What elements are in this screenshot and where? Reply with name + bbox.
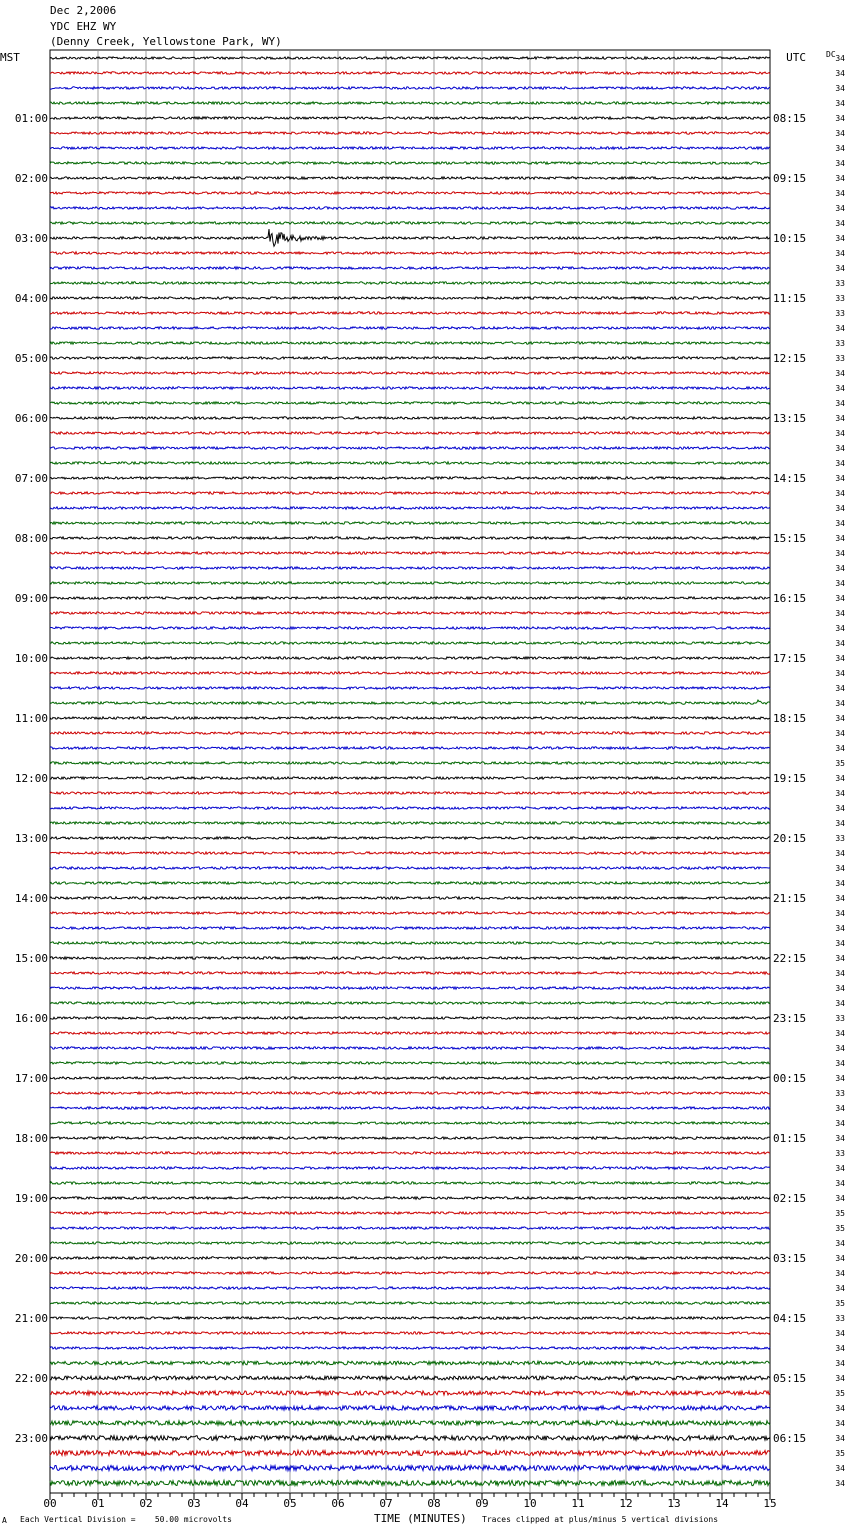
dc-offset-label: 34 bbox=[835, 1059, 845, 1068]
dc-offset-label: 34 bbox=[835, 99, 845, 108]
trace-line bbox=[50, 1107, 770, 1109]
dc-offset-label: 34 bbox=[835, 129, 845, 138]
trace-line bbox=[50, 1361, 770, 1365]
trace-line bbox=[50, 867, 770, 869]
trace-line bbox=[50, 177, 770, 179]
trace-line bbox=[50, 432, 770, 434]
trace-line bbox=[50, 1421, 770, 1426]
dc-offset-label: 35 bbox=[835, 1224, 845, 1233]
trace-line bbox=[50, 372, 770, 374]
dc-offset-label: 34 bbox=[835, 1074, 845, 1083]
trace-line bbox=[50, 642, 770, 644]
trace-line bbox=[50, 1137, 770, 1139]
right-hour-label: 18:15 bbox=[773, 712, 807, 725]
right-hour-label: 19:15 bbox=[773, 772, 807, 785]
dc-offset-label: 34 bbox=[835, 1254, 845, 1263]
corner-mark: A bbox=[2, 1516, 7, 1525]
dc-offset-label: 34 bbox=[835, 1179, 845, 1188]
trace-line bbox=[50, 687, 770, 689]
plot-date: Dec 2,2006 bbox=[50, 4, 117, 17]
dc-offset-label: 34 bbox=[835, 324, 845, 333]
dc-offset-label: 34 bbox=[835, 114, 845, 123]
trace-line bbox=[50, 297, 770, 299]
dc-offset-label: 34 bbox=[835, 1404, 845, 1413]
dc-offset-label: 33 bbox=[835, 309, 845, 318]
trace-line bbox=[50, 1017, 770, 1019]
dc-offset-label: 34 bbox=[835, 414, 845, 423]
dc-offset-label: 34 bbox=[835, 864, 845, 873]
trace-line bbox=[50, 1317, 770, 1319]
left-hour-label: 07:00 bbox=[14, 472, 48, 485]
dc-offset-label: 34 bbox=[835, 1344, 845, 1353]
right-hour-label: 01:15 bbox=[773, 1132, 807, 1145]
dc-offset-label: 34 bbox=[835, 444, 845, 453]
trace-line bbox=[50, 1227, 770, 1229]
right-hour-label: 11:15 bbox=[773, 292, 807, 305]
trace-line bbox=[50, 387, 770, 389]
trace-line bbox=[50, 282, 770, 284]
dc-offset-label: 34 bbox=[835, 609, 845, 618]
trace-line bbox=[50, 417, 770, 419]
x-tick-label: 00 bbox=[43, 1497, 57, 1510]
trace-line bbox=[50, 1062, 770, 1064]
dc-offset-label: 34 bbox=[835, 144, 845, 153]
trace-line bbox=[50, 717, 770, 719]
trace-line bbox=[50, 1212, 770, 1214]
trace-line bbox=[50, 192, 770, 194]
dc-offset-label: 33 bbox=[835, 279, 845, 288]
left-hour-label: 21:00 bbox=[14, 1312, 48, 1325]
dc-offset-label: 34 bbox=[835, 459, 845, 468]
right-hour-label: 16:15 bbox=[773, 592, 807, 605]
trace-line bbox=[50, 162, 770, 164]
right-hour-label: 06:15 bbox=[773, 1432, 807, 1445]
dc-column-label: DC bbox=[826, 50, 836, 59]
left-hour-label: 13:00 bbox=[14, 832, 48, 845]
dc-offset-label: 34 bbox=[835, 174, 845, 183]
trace-line bbox=[50, 1287, 770, 1289]
dc-offset-label: 34 bbox=[835, 189, 845, 198]
trace-line bbox=[50, 102, 770, 104]
dc-offset-label: 34 bbox=[835, 219, 845, 228]
left-hour-label: 01:00 bbox=[14, 112, 48, 125]
dc-offset-label: 34 bbox=[835, 1359, 845, 1368]
trace-line bbox=[50, 1376, 770, 1380]
trace-line bbox=[50, 357, 770, 359]
dc-offset-label: 34 bbox=[835, 1329, 845, 1338]
dc-offset-label: 34 bbox=[835, 429, 845, 438]
trace-line bbox=[50, 477, 770, 479]
trace-line bbox=[50, 1197, 770, 1199]
right-hour-label: 12:15 bbox=[773, 352, 807, 365]
dc-offset-label: 34 bbox=[835, 579, 845, 588]
station-code: YDC EHZ WY bbox=[50, 20, 117, 33]
trace-line bbox=[50, 252, 770, 254]
dc-offset-label: 34 bbox=[835, 564, 845, 573]
trace-line bbox=[50, 1152, 770, 1154]
dc-offset-label: 35 bbox=[835, 1449, 845, 1458]
right-hour-label: 00:15 bbox=[773, 1072, 807, 1085]
dc-offset-label: 34 bbox=[835, 669, 845, 678]
trace-line bbox=[50, 597, 770, 599]
trace-line bbox=[50, 507, 770, 509]
dc-offset-label: 34 bbox=[835, 999, 845, 1008]
dc-offset-label: 35 bbox=[835, 1389, 845, 1398]
trace-line bbox=[50, 1182, 770, 1184]
dc-offset-label: 34 bbox=[835, 84, 845, 93]
dc-offset-label: 34 bbox=[835, 699, 845, 708]
trace-line bbox=[50, 402, 770, 404]
dc-offset-label: 34 bbox=[835, 894, 845, 903]
trace-line bbox=[50, 1077, 770, 1079]
dc-offset-label: 34 bbox=[835, 969, 845, 978]
trace-line bbox=[50, 672, 770, 674]
dc-offset-label: 34 bbox=[835, 1479, 845, 1488]
left-hour-label: 17:00 bbox=[14, 1072, 48, 1085]
dc-offset-label: 33 bbox=[835, 339, 845, 348]
right-hour-label: 04:15 bbox=[773, 1312, 807, 1325]
trace-line bbox=[50, 807, 770, 809]
x-tick-label: 07 bbox=[379, 1497, 393, 1510]
trace-line bbox=[50, 897, 770, 899]
dc-offset-label: 34 bbox=[835, 714, 845, 723]
dc-offset-label: 34 bbox=[835, 774, 845, 783]
trace-line bbox=[50, 1451, 770, 1456]
dc-offset-label: 34 bbox=[835, 159, 845, 168]
x-tick-label: 08 bbox=[427, 1497, 441, 1510]
trace-line bbox=[50, 972, 770, 974]
right-hour-label: 10:15 bbox=[773, 232, 807, 245]
dc-offset-label: 34 bbox=[835, 1374, 845, 1383]
trace-line bbox=[50, 1167, 770, 1169]
trace-line bbox=[50, 942, 770, 944]
left-hour-label: 03:00 bbox=[14, 232, 48, 245]
trace-line bbox=[50, 612, 770, 614]
trace-line bbox=[50, 1480, 770, 1485]
right-hour-label: 23:15 bbox=[773, 1012, 807, 1025]
trace-line bbox=[50, 822, 770, 824]
x-tick-label: 06 bbox=[331, 1497, 345, 1510]
dc-offset-label: 34 bbox=[835, 939, 845, 948]
trace-line bbox=[50, 57, 770, 59]
dc-offset-label: 34 bbox=[835, 54, 845, 63]
x-tick-label: 15 bbox=[763, 1497, 777, 1510]
trace-line bbox=[50, 87, 770, 89]
trace-line bbox=[50, 927, 770, 929]
dc-offset-label: 34 bbox=[835, 1119, 845, 1128]
trace-line bbox=[50, 222, 770, 224]
dc-offset-label: 34 bbox=[835, 234, 845, 243]
right-hour-label: 22:15 bbox=[773, 952, 807, 965]
dc-offset-label: 34 bbox=[835, 789, 845, 798]
dc-offset-label: 35 bbox=[835, 759, 845, 768]
dc-offset-label: 34 bbox=[835, 804, 845, 813]
dc-offset-label: 34 bbox=[835, 744, 845, 753]
dc-offset-label: 34 bbox=[835, 654, 845, 663]
left-hour-label: 22:00 bbox=[14, 1372, 48, 1385]
station-location: (Denny Creek, Yellowstone Park, WY) bbox=[50, 35, 282, 48]
trace-line bbox=[50, 522, 770, 524]
dc-offset-label: 34 bbox=[835, 369, 845, 378]
trace-line bbox=[50, 1391, 770, 1395]
left-hour-label: 08:00 bbox=[14, 532, 48, 545]
dc-offset-label: 34 bbox=[835, 594, 845, 603]
trace-line bbox=[50, 792, 770, 794]
dc-offset-label: 34 bbox=[835, 1194, 845, 1203]
dc-offset-label: 34 bbox=[835, 1044, 845, 1053]
trace-line bbox=[50, 567, 770, 569]
left-hour-label: 18:00 bbox=[14, 1132, 48, 1145]
dc-offset-label: 33 bbox=[835, 834, 845, 843]
trace-line bbox=[50, 582, 770, 584]
right-hour-label: 21:15 bbox=[773, 892, 807, 905]
left-hour-label: 02:00 bbox=[14, 172, 48, 185]
dc-offset-label: 34 bbox=[835, 264, 845, 273]
dc-offset-label: 35 bbox=[835, 1299, 845, 1308]
trace-line bbox=[50, 492, 770, 494]
dc-offset-label: 33 bbox=[835, 1149, 845, 1158]
trace-line bbox=[50, 747, 770, 749]
trace-line bbox=[50, 852, 770, 854]
dc-offset-label: 34 bbox=[835, 1419, 845, 1428]
trace-line bbox=[50, 1032, 770, 1034]
dc-offset-label: 34 bbox=[835, 399, 845, 408]
trace-line bbox=[50, 1406, 770, 1410]
dc-offset-label: 34 bbox=[835, 549, 845, 558]
x-tick-label: 09 bbox=[475, 1497, 489, 1510]
trace-line bbox=[50, 912, 770, 914]
trace-line bbox=[50, 1002, 770, 1004]
dc-offset-label: 34 bbox=[835, 489, 845, 498]
dc-offset-label: 33 bbox=[835, 1314, 845, 1323]
x-tick-label: 01 bbox=[91, 1497, 105, 1510]
dc-offset-label: 34 bbox=[835, 504, 845, 513]
left-hour-label: 20:00 bbox=[14, 1252, 48, 1265]
dc-offset-label: 34 bbox=[835, 879, 845, 888]
dc-offset-label: 34 bbox=[835, 204, 845, 213]
trace-line bbox=[50, 1242, 770, 1244]
x-tick-label: 05 bbox=[283, 1497, 297, 1510]
dc-offset-label: 34 bbox=[835, 984, 845, 993]
left-hour-label: 14:00 bbox=[14, 892, 48, 905]
left-hour-label: 10:00 bbox=[14, 652, 48, 665]
trace-line bbox=[50, 267, 770, 269]
x-tick-label: 02 bbox=[139, 1497, 153, 1510]
dc-offset-label: 34 bbox=[835, 384, 845, 393]
trace-line bbox=[50, 1047, 770, 1049]
dc-offset-label: 34 bbox=[835, 909, 845, 918]
trace-line bbox=[50, 132, 770, 134]
dc-offset-label: 34 bbox=[835, 819, 845, 828]
dc-offset-label: 34 bbox=[835, 1029, 845, 1038]
left-time-zone-label: MST bbox=[0, 51, 20, 64]
trace-line bbox=[50, 777, 770, 779]
left-hour-label: 04:00 bbox=[14, 292, 48, 305]
trace-line bbox=[50, 627, 770, 629]
x-tick-label: 14 bbox=[715, 1497, 729, 1510]
x-tick-label: 13 bbox=[667, 1497, 681, 1510]
dc-offset-label: 34 bbox=[835, 729, 845, 738]
trace-line bbox=[50, 342, 770, 344]
trace-line bbox=[50, 957, 770, 959]
trace-line bbox=[50, 1332, 770, 1334]
trace-line bbox=[50, 462, 770, 464]
left-hour-label: 16:00 bbox=[14, 1012, 48, 1025]
dc-offset-label: 33 bbox=[835, 1089, 845, 1098]
dc-offset-label: 34 bbox=[835, 1164, 845, 1173]
dc-offset-label: 34 bbox=[835, 1134, 845, 1143]
right-hour-label: 03:15 bbox=[773, 1252, 807, 1265]
right-hour-label: 15:15 bbox=[773, 532, 807, 545]
trace-line bbox=[50, 537, 770, 539]
trace-line bbox=[50, 657, 770, 659]
dc-offset-label: 34 bbox=[835, 684, 845, 693]
dc-offset-label: 34 bbox=[835, 1104, 845, 1113]
left-hour-label: 23:00 bbox=[14, 1432, 48, 1445]
x-axis-title: TIME (MINUTES) bbox=[374, 1512, 467, 1525]
dc-offset-label: 34 bbox=[835, 954, 845, 963]
trace-line bbox=[50, 882, 770, 884]
dc-offset-label: 34 bbox=[835, 624, 845, 633]
trace-line bbox=[50, 117, 770, 119]
dc-offset-label: 34 bbox=[835, 474, 845, 483]
right-hour-label: 05:15 bbox=[773, 1372, 807, 1385]
right-hour-label: 20:15 bbox=[773, 832, 807, 845]
dc-offset-label: 34 bbox=[835, 69, 845, 78]
trace-line bbox=[50, 700, 770, 704]
dc-offset-label: 34 bbox=[835, 1434, 845, 1443]
trace-line bbox=[50, 72, 770, 75]
dc-offset-label: 34 bbox=[835, 639, 845, 648]
trace-line bbox=[50, 1272, 770, 1274]
right-time-zone-label: UTC bbox=[786, 51, 806, 64]
dc-offset-label: 34 bbox=[835, 1269, 845, 1278]
left-hour-label: 19:00 bbox=[14, 1192, 48, 1205]
trace-line bbox=[50, 1465, 770, 1470]
trace-line bbox=[50, 1436, 770, 1441]
right-hour-label: 17:15 bbox=[773, 652, 807, 665]
x-tick-label: 03 bbox=[187, 1497, 201, 1510]
dc-offset-label: 33 bbox=[835, 354, 845, 363]
x-tick-label: 12 bbox=[619, 1497, 633, 1510]
left-hour-label: 12:00 bbox=[14, 772, 48, 785]
dc-offset-label: 34 bbox=[835, 249, 845, 258]
trace-line bbox=[50, 312, 770, 314]
x-tick-label: 11 bbox=[571, 1497, 585, 1510]
right-hour-label: 08:15 bbox=[773, 112, 807, 125]
left-hour-label: 09:00 bbox=[14, 592, 48, 605]
dc-offset-label: 33 bbox=[835, 294, 845, 303]
right-hour-label: 09:15 bbox=[773, 172, 807, 185]
dc-offset-label: 33 bbox=[835, 1014, 845, 1023]
trace-line bbox=[50, 1347, 770, 1349]
x-tick-label: 10 bbox=[523, 1497, 537, 1510]
trace-line bbox=[50, 1092, 770, 1094]
dc-offset-label: 34 bbox=[835, 519, 845, 528]
trace-line bbox=[50, 987, 770, 989]
plot-frame bbox=[50, 50, 770, 1493]
trace-line bbox=[50, 207, 770, 209]
left-hour-label: 11:00 bbox=[14, 712, 48, 725]
dc-offset-label: 34 bbox=[835, 1284, 845, 1293]
trace-line bbox=[50, 327, 770, 329]
right-hour-label: 14:15 bbox=[773, 472, 807, 485]
left-hour-label: 06:00 bbox=[14, 412, 48, 425]
right-hour-label: 13:15 bbox=[773, 412, 807, 425]
left-hour-label: 15:00 bbox=[14, 952, 48, 965]
trace-line bbox=[50, 1257, 770, 1259]
trace-line bbox=[50, 229, 770, 246]
trace-line bbox=[50, 762, 770, 764]
scale-note: Each Vertical Division = 50.00 microvolts bbox=[20, 1515, 232, 1524]
right-hour-label: 02:15 bbox=[773, 1192, 807, 1205]
dc-offset-label: 34 bbox=[835, 534, 845, 543]
trace-line bbox=[50, 837, 770, 839]
trace-line bbox=[50, 447, 770, 449]
dc-offset-label: 34 bbox=[835, 849, 845, 858]
x-tick-label: 04 bbox=[235, 1497, 249, 1510]
clip-note: Traces clipped at plus/minus 5 vertical divisions bbox=[482, 1515, 719, 1524]
dc-offset-label: 34 bbox=[835, 1239, 845, 1248]
trace-line bbox=[50, 552, 770, 554]
left-hour-label: 05:00 bbox=[14, 352, 48, 365]
trace-line bbox=[50, 732, 770, 734]
trace-line bbox=[50, 1302, 770, 1304]
dc-offset-label: 35 bbox=[835, 1209, 845, 1218]
dc-offset-label: 34 bbox=[835, 1464, 845, 1473]
trace-line bbox=[50, 147, 770, 149]
trace-line bbox=[50, 1122, 770, 1124]
dc-offset-label: 34 bbox=[835, 924, 845, 933]
